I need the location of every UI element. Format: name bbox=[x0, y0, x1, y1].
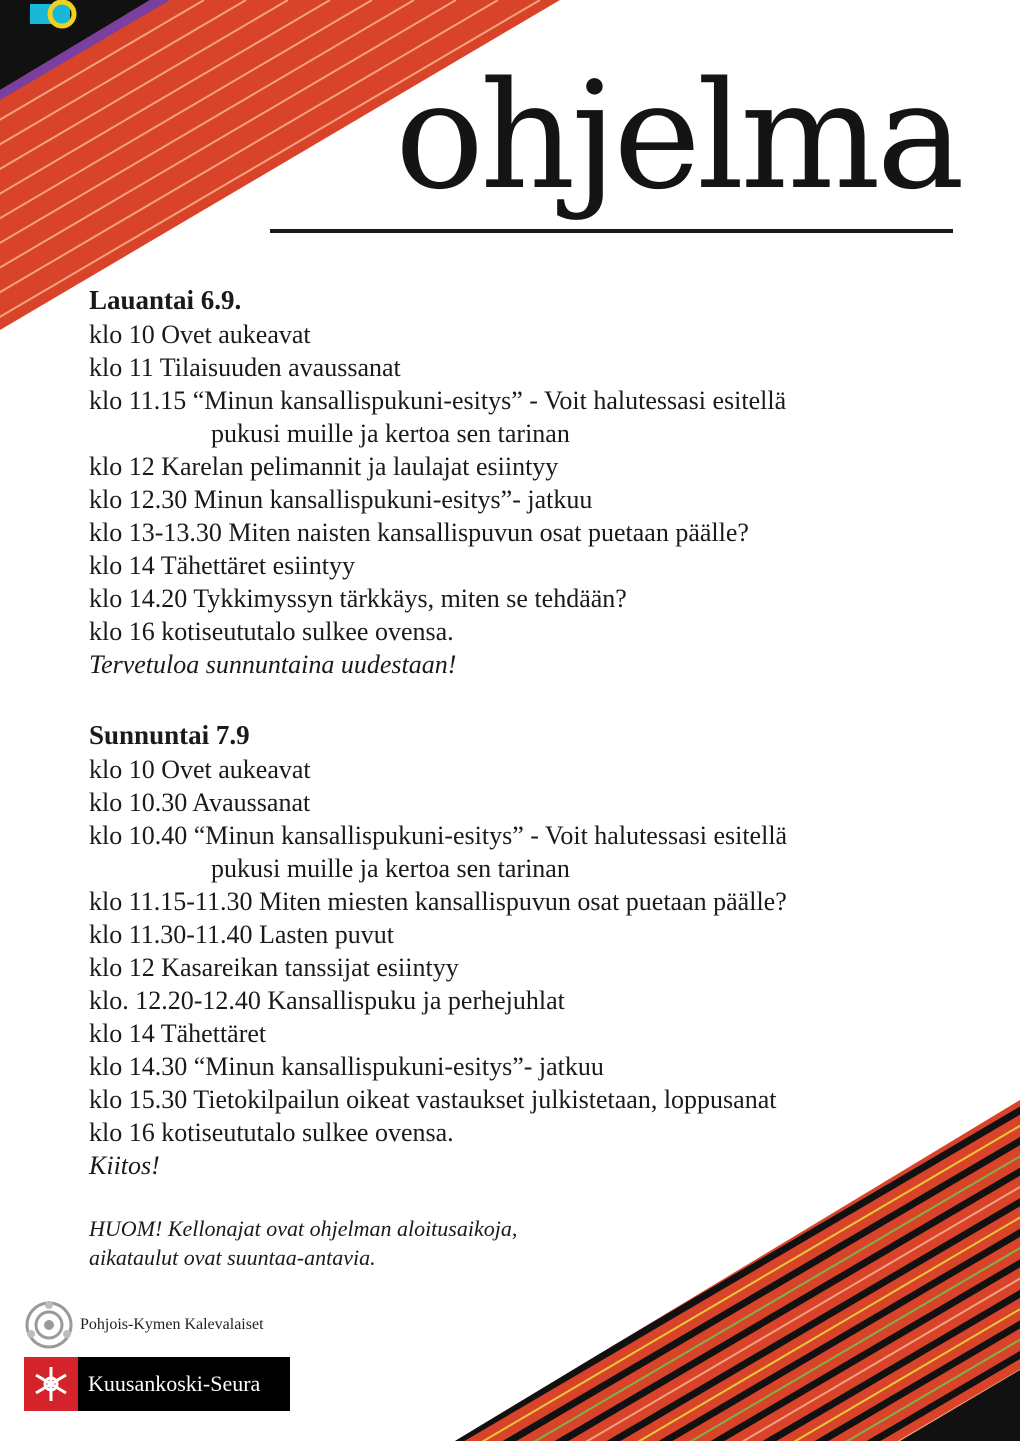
kuusankoski-seura-logo bbox=[24, 1357, 290, 1411]
footnote-line: aikataulut ovat suuntaa-antavia. bbox=[89, 1245, 376, 1270]
schedule-item: klo 14.20 Tykkimyssyn tärkkäys, miten se tehdään? bbox=[89, 584, 627, 613]
schedule-item: klo 13-13.30 Miten naisten kansallispuvun osat puetaan päälle? bbox=[89, 518, 749, 547]
schedule-item: klo 14 Tähettäret bbox=[89, 1019, 267, 1048]
footnote bbox=[89, 1214, 949, 1272]
schedule-item: klo 10 Ovet aukeavat bbox=[89, 320, 311, 349]
schedule-item: klo 11.30-11.40 Lasten puvut bbox=[89, 920, 394, 949]
schedule-item-continuation: pukusi muille ja kertoa sen tarinan bbox=[211, 854, 570, 883]
schedule-item: klo 11 Tilaisuuden avaussanat bbox=[89, 353, 401, 382]
schedule-item: klo 10 Ovet aukeavat bbox=[89, 755, 311, 784]
page-title: ohjelma bbox=[395, 50, 961, 222]
schedule-item: klo 15.30 Tietokilpailun oikeat vastaukset julkistetaan, loppusanat bbox=[89, 1085, 777, 1114]
org-name: Kuusankoski-Seura bbox=[88, 1371, 261, 1396]
schedule-item: klo 10.40 “Minun kansallispukuni-esitys” - Voit halutessasi esitellä bbox=[89, 821, 788, 850]
kalevalaiset-emblem-icon bbox=[24, 1300, 74, 1350]
day-sunday bbox=[89, 719, 949, 1182]
schedule-item: klo 12.30 Minun kansallispukuni-esitys”- jatkuu bbox=[89, 485, 593, 514]
footnote-line: HUOM! Kellonajat ovat ohjelman aloitusaikoja, bbox=[89, 1216, 518, 1241]
schedule-item: klo 12 Karelan pelimannit ja laulajat esiintyy bbox=[89, 452, 559, 481]
kalevalaiset-logo bbox=[24, 1300, 264, 1350]
org-name: Pohjois-Kymen Kalevalaiset bbox=[80, 1316, 264, 1333]
title-block bbox=[395, 50, 965, 252]
snowflake-emblem-icon bbox=[24, 1357, 78, 1411]
schedule-item: klo 11.15 “Minun kansallispukuni-esitys” - Voit halutessasi esitellä bbox=[89, 386, 787, 415]
day-saturday bbox=[89, 284, 949, 681]
section-spacer bbox=[89, 681, 949, 719]
title-underline bbox=[270, 229, 953, 233]
programme bbox=[89, 284, 949, 1272]
schedule-item: klo 14.30 “Minun kansallispukuni-esitys”- jatkuu bbox=[89, 1052, 604, 1081]
schedule-item-continuation: pukusi muille ja kertoa sen tarinan bbox=[211, 419, 570, 448]
day-closing: Tervetuloa sunnuntaina uudestaan! bbox=[89, 650, 457, 679]
day-heading: Lauantai 6.9. bbox=[89, 285, 242, 315]
schedule-item: klo 16 kotiseututalo sulkee ovensa. bbox=[89, 617, 454, 646]
schedule-item: klo. 12.20-12.40 Kansallispuku ja perhejuhlat bbox=[89, 986, 565, 1015]
schedule-item: klo 10.30 Avaussanat bbox=[89, 788, 311, 817]
schedule-item: klo 16 kotiseututalo sulkee ovensa. bbox=[89, 1118, 454, 1147]
day-closing: Kiitos! bbox=[89, 1151, 160, 1180]
schedule-item: klo 12 Kasareikan tanssijat esiintyy bbox=[89, 953, 459, 982]
schedule-item: klo 11.15-11.30 Miten miesten kansallispuvun osat puetaan päälle? bbox=[89, 887, 787, 916]
day-heading: Sunnuntai 7.9 bbox=[89, 720, 250, 750]
schedule-item: klo 14 Tähettäret esiintyy bbox=[89, 551, 355, 580]
